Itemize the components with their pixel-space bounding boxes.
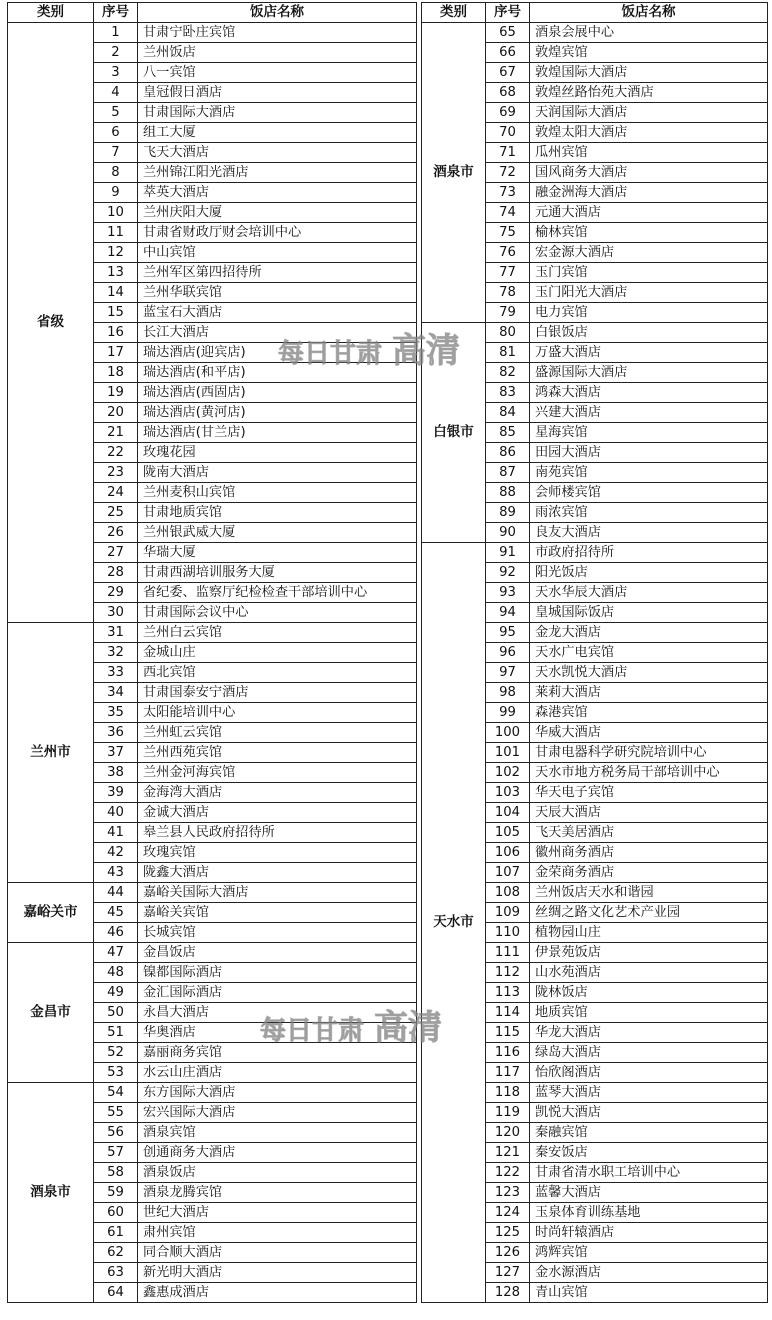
hotel-name-cell: 萃英大酒店 bbox=[138, 183, 417, 203]
hotel-name-cell: 植物园山庄 bbox=[530, 923, 768, 943]
hotel-name-cell: 瑞达酒店(黄河店) bbox=[138, 403, 417, 423]
watermark-text-2: 高清 bbox=[374, 1008, 443, 1048]
index-cell: 114 bbox=[486, 1003, 530, 1023]
hotel-name-cell: 玫瑰宾馆 bbox=[138, 843, 417, 863]
index-cell: 104 bbox=[486, 803, 530, 823]
hotel-name-cell: 飞天大酒店 bbox=[138, 143, 417, 163]
hotel-name-cell: 创通商务大酒店 bbox=[138, 1143, 417, 1163]
index-cell: 53 bbox=[94, 1063, 138, 1083]
hotel-name-cell: 嘉丽商务宾馆 bbox=[138, 1043, 417, 1063]
index-cell: 113 bbox=[486, 983, 530, 1003]
table-row bbox=[422, 323, 768, 343]
hotel-name-cell: 地质宾馆 bbox=[530, 1003, 768, 1023]
index-cell: 119 bbox=[486, 1103, 530, 1123]
index-cell: 32 bbox=[94, 643, 138, 663]
index-cell: 80 bbox=[486, 323, 530, 343]
index-cell: 40 bbox=[94, 803, 138, 823]
hotel-name-cell: 宏兴国际大酒店 bbox=[138, 1103, 417, 1123]
index-cell: 13 bbox=[94, 263, 138, 283]
index-cell: 127 bbox=[486, 1263, 530, 1283]
index-cell: 19 bbox=[94, 383, 138, 403]
hotel-name-cell: 鸿辉宾馆 bbox=[530, 1243, 768, 1263]
index-cell: 99 bbox=[486, 703, 530, 723]
hotel-name-cell: 同合顺大酒店 bbox=[138, 1243, 417, 1263]
table-row bbox=[8, 23, 417, 43]
hotel-name-cell: 金昌饭店 bbox=[138, 943, 417, 963]
hotel-name-cell: 莱莉大酒店 bbox=[530, 683, 768, 703]
hotel-name-cell: 中山宾馆 bbox=[138, 243, 417, 263]
index-cell: 111 bbox=[486, 943, 530, 963]
index-cell: 31 bbox=[94, 623, 138, 643]
index-cell: 28 bbox=[94, 563, 138, 583]
table-row bbox=[422, 23, 768, 43]
index-cell: 26 bbox=[94, 523, 138, 543]
category-cell: 嘉峪关市 bbox=[8, 883, 94, 943]
hotel-name-cell: 森港宾馆 bbox=[530, 703, 768, 723]
index-cell: 58 bbox=[94, 1163, 138, 1183]
category-cell: 金昌市 bbox=[8, 943, 94, 1083]
hotel-name-cell: 会师楼宾馆 bbox=[530, 483, 768, 503]
index-cell: 121 bbox=[486, 1143, 530, 1163]
hotel-name-cell: 新光明大酒店 bbox=[138, 1263, 417, 1283]
index-cell: 78 bbox=[486, 283, 530, 303]
index-cell: 12 bbox=[94, 243, 138, 263]
header-category: 类别 bbox=[422, 3, 486, 23]
index-cell: 105 bbox=[486, 823, 530, 843]
index-cell: 27 bbox=[94, 543, 138, 563]
index-cell: 106 bbox=[486, 843, 530, 863]
index-cell: 66 bbox=[486, 43, 530, 63]
index-cell: 37 bbox=[94, 743, 138, 763]
hotel-name-cell: 南苑宾馆 bbox=[530, 463, 768, 483]
index-cell: 125 bbox=[486, 1223, 530, 1243]
table-header-row bbox=[8, 3, 417, 23]
index-cell: 8 bbox=[94, 163, 138, 183]
hotel-name-cell: 镍都国际酒店 bbox=[138, 963, 417, 983]
hotel-name-cell: 金荣商务酒店 bbox=[530, 863, 768, 883]
hotel-name-cell: 皇城国际饭店 bbox=[530, 603, 768, 623]
hotel-name-cell: 敦煌丝路怡苑大酒店 bbox=[530, 83, 768, 103]
hotel-table-left bbox=[7, 2, 417, 1303]
table-header-row bbox=[422, 3, 768, 23]
index-cell: 128 bbox=[486, 1283, 530, 1303]
index-cell: 72 bbox=[486, 163, 530, 183]
index-cell: 95 bbox=[486, 623, 530, 643]
hotel-name-cell: 华威大酒店 bbox=[530, 723, 768, 743]
index-cell: 118 bbox=[486, 1083, 530, 1103]
hotel-name-cell: 酒泉龙腾宾馆 bbox=[138, 1183, 417, 1203]
hotel-name-cell: 兴建大酒店 bbox=[530, 403, 768, 423]
index-cell: 44 bbox=[94, 883, 138, 903]
hotel-name-cell: 肃州宾馆 bbox=[138, 1223, 417, 1243]
index-cell: 62 bbox=[94, 1243, 138, 1263]
index-cell: 84 bbox=[486, 403, 530, 423]
category-cell: 省级 bbox=[8, 23, 94, 623]
index-cell: 70 bbox=[486, 123, 530, 143]
index-cell: 46 bbox=[94, 923, 138, 943]
index-cell: 51 bbox=[94, 1023, 138, 1043]
hotel-name-cell: 金龙大酒店 bbox=[530, 623, 768, 643]
index-cell: 2 bbox=[94, 43, 138, 63]
hotel-name-cell: 秦安饭店 bbox=[530, 1143, 768, 1163]
hotel-name-cell: 宏金源大酒店 bbox=[530, 243, 768, 263]
hotel-name-cell: 兰州饭店 bbox=[138, 43, 417, 63]
hotel-name-cell: 金城山庄 bbox=[138, 643, 417, 663]
hotel-name-cell: 皇冠假日酒店 bbox=[138, 83, 417, 103]
hotel-name-cell: 世纪大酒店 bbox=[138, 1203, 417, 1223]
hotel-name-cell: 盛源国际大酒店 bbox=[530, 363, 768, 383]
index-cell: 91 bbox=[486, 543, 530, 563]
hotel-name-cell: 阳光饭店 bbox=[530, 563, 768, 583]
index-cell: 43 bbox=[94, 863, 138, 883]
hotel-name-cell: 兰州华联宾馆 bbox=[138, 283, 417, 303]
hotel-name-cell: 雨浓宾馆 bbox=[530, 503, 768, 523]
hotel-name-cell: 长城宾馆 bbox=[138, 923, 417, 943]
index-cell: 82 bbox=[486, 363, 530, 383]
hotel-name-cell: 市政府招待所 bbox=[530, 543, 768, 563]
index-cell: 88 bbox=[486, 483, 530, 503]
hotel-name-cell: 甘肃国际大酒店 bbox=[138, 103, 417, 123]
index-cell: 64 bbox=[94, 1283, 138, 1303]
hotel-name-cell: 白银饭店 bbox=[530, 323, 768, 343]
hotel-table-right-body bbox=[422, 23, 768, 1303]
index-cell: 3 bbox=[94, 63, 138, 83]
hotel-name-cell: 绿岛大酒店 bbox=[530, 1043, 768, 1063]
hotel-name-cell: 兰州西苑宾馆 bbox=[138, 743, 417, 763]
hotel-name-cell: 兰州庆阳大厦 bbox=[138, 203, 417, 223]
hotel-name-cell: 天水凯悦大酒店 bbox=[530, 663, 768, 683]
hotel-name-cell: 酒泉宾馆 bbox=[138, 1123, 417, 1143]
index-cell: 90 bbox=[486, 523, 530, 543]
hotel-name-cell: 兰州军区第四招待所 bbox=[138, 263, 417, 283]
hotel-name-cell: 省纪委、监察厅纪检检查干部培训中心 bbox=[138, 583, 417, 603]
hotel-name-cell: 伊景苑饭店 bbox=[530, 943, 768, 963]
index-cell: 14 bbox=[94, 283, 138, 303]
index-cell: 7 bbox=[94, 143, 138, 163]
table-row bbox=[8, 623, 417, 643]
hotel-name-cell: 金海湾大酒店 bbox=[138, 783, 417, 803]
index-cell: 49 bbox=[94, 983, 138, 1003]
index-cell: 101 bbox=[486, 743, 530, 763]
index-cell: 75 bbox=[486, 223, 530, 243]
index-cell: 10 bbox=[94, 203, 138, 223]
table-row bbox=[8, 1083, 417, 1103]
hotel-name-cell: 玉泉体育训练基地 bbox=[530, 1203, 768, 1223]
index-cell: 76 bbox=[486, 243, 530, 263]
hotel-name-cell: 嘉峪关国际大酒店 bbox=[138, 883, 417, 903]
index-cell: 29 bbox=[94, 583, 138, 603]
hotel-name-cell: 瑞达酒店(迎宾店) bbox=[138, 343, 417, 363]
index-cell: 45 bbox=[94, 903, 138, 923]
header-hotel-name: 饭店名称 bbox=[138, 3, 417, 23]
hotel-name-cell: 西北宾馆 bbox=[138, 663, 417, 683]
index-cell: 47 bbox=[94, 943, 138, 963]
header-index: 序号 bbox=[94, 3, 138, 23]
hotel-name-cell: 兰州金河海宾馆 bbox=[138, 763, 417, 783]
hotel-name-cell: 陇南大酒店 bbox=[138, 463, 417, 483]
index-cell: 100 bbox=[486, 723, 530, 743]
index-cell: 108 bbox=[486, 883, 530, 903]
index-cell: 124 bbox=[486, 1203, 530, 1223]
hotel-name-cell: 兰州白云宾馆 bbox=[138, 623, 417, 643]
hotel-name-cell: 甘肃国际会议中心 bbox=[138, 603, 417, 623]
hotel-name-cell: 玉门阳光大酒店 bbox=[530, 283, 768, 303]
hotel-name-cell: 甘肃省财政厅财会培训中心 bbox=[138, 223, 417, 243]
table-row bbox=[8, 883, 417, 903]
index-cell: 1 bbox=[94, 23, 138, 43]
hotel-name-cell: 山水苑酒店 bbox=[530, 963, 768, 983]
index-cell: 30 bbox=[94, 603, 138, 623]
hotel-name-cell: 时尚轩辕酒店 bbox=[530, 1223, 768, 1243]
index-cell: 116 bbox=[486, 1043, 530, 1063]
hotel-name-cell: 兰州锦江阳光酒店 bbox=[138, 163, 417, 183]
hotel-name-cell: 水云山庄酒店 bbox=[138, 1063, 417, 1083]
index-cell: 112 bbox=[486, 963, 530, 983]
category-cell: 白银市 bbox=[422, 323, 486, 543]
table-row bbox=[422, 543, 768, 563]
index-cell: 77 bbox=[486, 263, 530, 283]
hotel-name-cell: 嘉峪关宾馆 bbox=[138, 903, 417, 923]
index-cell: 68 bbox=[486, 83, 530, 103]
hotel-name-cell: 酒泉饭店 bbox=[138, 1163, 417, 1183]
hotel-name-cell: 星海宾馆 bbox=[530, 423, 768, 443]
index-cell: 69 bbox=[486, 103, 530, 123]
hotel-name-cell: 敦煌国际大酒店 bbox=[530, 63, 768, 83]
index-cell: 73 bbox=[486, 183, 530, 203]
hotel-name-cell: 蓝馨大酒店 bbox=[530, 1183, 768, 1203]
hotel-name-cell: 甘肃省清水职工培训中心 bbox=[530, 1163, 768, 1183]
hotel-name-cell: 瑞达酒店(和平店) bbox=[138, 363, 417, 383]
category-cell: 天水市 bbox=[422, 543, 486, 1303]
index-cell: 86 bbox=[486, 443, 530, 463]
hotel-name-cell: 凯悦大酒店 bbox=[530, 1103, 768, 1123]
index-cell: 74 bbox=[486, 203, 530, 223]
hotel-name-cell: 天水华辰大酒店 bbox=[530, 583, 768, 603]
index-cell: 16 bbox=[94, 323, 138, 343]
index-cell: 11 bbox=[94, 223, 138, 243]
index-cell: 52 bbox=[94, 1043, 138, 1063]
hotel-name-cell: 陇鑫大酒店 bbox=[138, 863, 417, 883]
hotel-name-cell: 陇林饭店 bbox=[530, 983, 768, 1003]
hotel-name-cell: 鸿森大酒店 bbox=[530, 383, 768, 403]
index-cell: 115 bbox=[486, 1023, 530, 1043]
watermark-text-2: 高清 bbox=[392, 331, 461, 371]
index-cell: 15 bbox=[94, 303, 138, 323]
index-cell: 122 bbox=[486, 1163, 530, 1183]
index-cell: 5 bbox=[94, 103, 138, 123]
index-cell: 96 bbox=[486, 643, 530, 663]
index-cell: 92 bbox=[486, 563, 530, 583]
hotel-name-cell: 金诚大酒店 bbox=[138, 803, 417, 823]
index-cell: 93 bbox=[486, 583, 530, 603]
watermark-text: 每日甘肃 bbox=[278, 339, 383, 369]
index-cell: 33 bbox=[94, 663, 138, 683]
hotel-name-cell: 玫瑰花园 bbox=[138, 443, 417, 463]
hotel-name-cell: 华龙大酒店 bbox=[530, 1023, 768, 1043]
category-cell: 酒泉市 bbox=[8, 1083, 94, 1303]
hotel-name-cell: 长江大酒店 bbox=[138, 323, 417, 343]
index-cell: 67 bbox=[486, 63, 530, 83]
index-cell: 36 bbox=[94, 723, 138, 743]
index-cell: 54 bbox=[94, 1083, 138, 1103]
hotel-name-cell: 甘肃宁卧庄宾馆 bbox=[138, 23, 417, 43]
hotel-name-cell: 蓝宝石大酒店 bbox=[138, 303, 417, 323]
index-cell: 18 bbox=[94, 363, 138, 383]
header-hotel-name: 饭店名称 bbox=[530, 3, 768, 23]
index-cell: 97 bbox=[486, 663, 530, 683]
index-cell: 71 bbox=[486, 143, 530, 163]
hotel-name-cell: 敦煌太阳大酒店 bbox=[530, 123, 768, 143]
index-cell: 81 bbox=[486, 343, 530, 363]
hotel-name-cell: 国风商务大酒店 bbox=[530, 163, 768, 183]
hotel-table-left-body bbox=[8, 23, 417, 1303]
hotel-name-cell: 敦煌宾馆 bbox=[530, 43, 768, 63]
index-cell: 60 bbox=[94, 1203, 138, 1223]
category-cell: 兰州市 bbox=[8, 623, 94, 883]
index-cell: 24 bbox=[94, 483, 138, 503]
hotel-name-cell: 徽州商务酒店 bbox=[530, 843, 768, 863]
hotel-name-cell: 玉门宾馆 bbox=[530, 263, 768, 283]
index-cell: 126 bbox=[486, 1243, 530, 1263]
hotel-name-cell: 怡欣阁酒店 bbox=[530, 1063, 768, 1083]
index-cell: 9 bbox=[94, 183, 138, 203]
hotel-table-right bbox=[421, 2, 768, 1303]
hotel-name-cell: 八一宾馆 bbox=[138, 63, 417, 83]
index-cell: 117 bbox=[486, 1063, 530, 1083]
table-row bbox=[8, 943, 417, 963]
index-cell: 42 bbox=[94, 843, 138, 863]
hotel-name-cell: 皋兰县人民政府招待所 bbox=[138, 823, 417, 843]
hotel-name-cell: 华瑞大厦 bbox=[138, 543, 417, 563]
index-cell: 48 bbox=[94, 963, 138, 983]
index-cell: 61 bbox=[94, 1223, 138, 1243]
index-cell: 59 bbox=[94, 1183, 138, 1203]
hotel-name-cell: 天水广电宾馆 bbox=[530, 643, 768, 663]
hotel-name-cell: 蓝琴大酒店 bbox=[530, 1083, 768, 1103]
hotel-name-cell: 瑞达酒店(西固店) bbox=[138, 383, 417, 403]
hotel-name-cell: 组工大厦 bbox=[138, 123, 417, 143]
hotel-name-cell: 甘肃西湖培训服务大厦 bbox=[138, 563, 417, 583]
index-cell: 65 bbox=[486, 23, 530, 43]
index-cell: 110 bbox=[486, 923, 530, 943]
hotel-name-cell: 电力宾馆 bbox=[530, 303, 768, 323]
index-cell: 35 bbox=[94, 703, 138, 723]
hotel-name-cell: 兰州虹云宾馆 bbox=[138, 723, 417, 743]
hotel-name-cell: 瓜州宾馆 bbox=[530, 143, 768, 163]
hotel-name-cell: 天水市地方税务局干部培训中心 bbox=[530, 763, 768, 783]
index-cell: 34 bbox=[94, 683, 138, 703]
hotel-name-cell: 融金洲海大酒店 bbox=[530, 183, 768, 203]
hotel-name-cell: 兰州麦积山宾馆 bbox=[138, 483, 417, 503]
hotel-name-cell: 永昌大酒店 bbox=[138, 1003, 417, 1023]
hotel-name-cell: 秦融宾馆 bbox=[530, 1123, 768, 1143]
index-cell: 50 bbox=[94, 1003, 138, 1023]
hotel-name-cell: 天辰大酒店 bbox=[530, 803, 768, 823]
index-cell: 79 bbox=[486, 303, 530, 323]
hotel-name-cell: 甘肃地质宾馆 bbox=[138, 503, 417, 523]
hotel-name-cell: 甘肃电器科学研究院培训中心 bbox=[530, 743, 768, 763]
index-cell: 21 bbox=[94, 423, 138, 443]
hotel-name-cell: 田园大酒店 bbox=[530, 443, 768, 463]
index-cell: 23 bbox=[94, 463, 138, 483]
index-cell: 102 bbox=[486, 763, 530, 783]
index-cell: 25 bbox=[94, 503, 138, 523]
index-cell: 87 bbox=[486, 463, 530, 483]
hotel-name-cell: 元通大酒店 bbox=[530, 203, 768, 223]
hotel-name-cell: 鑫惠成酒店 bbox=[138, 1283, 417, 1303]
index-cell: 120 bbox=[486, 1123, 530, 1143]
hotel-name-cell: 丝绸之路文化艺术产业园 bbox=[530, 903, 768, 923]
hotel-name-cell: 兰州银武威大厦 bbox=[138, 523, 417, 543]
hotel-name-cell: 榆林宾馆 bbox=[530, 223, 768, 243]
header-category: 类别 bbox=[8, 3, 94, 23]
index-cell: 98 bbox=[486, 683, 530, 703]
hotel-name-cell: 天润国际大酒店 bbox=[530, 103, 768, 123]
hotel-name-cell: 东方国际大酒店 bbox=[138, 1083, 417, 1103]
index-cell: 94 bbox=[486, 603, 530, 623]
hotel-name-cell: 酒泉会展中心 bbox=[530, 23, 768, 43]
index-cell: 6 bbox=[94, 123, 138, 143]
hotel-name-cell: 瑞达酒店(甘兰店) bbox=[138, 423, 417, 443]
index-cell: 63 bbox=[94, 1263, 138, 1283]
index-cell: 85 bbox=[486, 423, 530, 443]
index-cell: 56 bbox=[94, 1123, 138, 1143]
index-cell: 123 bbox=[486, 1183, 530, 1203]
header-index: 序号 bbox=[486, 3, 530, 23]
watermark-text: 每日甘肃 bbox=[260, 1016, 365, 1046]
hotel-name-cell: 万盛大酒店 bbox=[530, 343, 768, 363]
category-cell: 酒泉市 bbox=[422, 23, 486, 323]
hotel-name-cell: 金水源酒店 bbox=[530, 1263, 768, 1283]
index-cell: 55 bbox=[94, 1103, 138, 1123]
index-cell: 57 bbox=[94, 1143, 138, 1163]
index-cell: 20 bbox=[94, 403, 138, 423]
hotel-name-cell: 青山宾馆 bbox=[530, 1283, 768, 1303]
index-cell: 103 bbox=[486, 783, 530, 803]
index-cell: 38 bbox=[94, 763, 138, 783]
index-cell: 83 bbox=[486, 383, 530, 403]
hotel-name-cell: 兰州饭店天水和谐园 bbox=[530, 883, 768, 903]
index-cell: 17 bbox=[94, 343, 138, 363]
index-cell: 89 bbox=[486, 503, 530, 523]
index-cell: 22 bbox=[94, 443, 138, 463]
index-cell: 39 bbox=[94, 783, 138, 803]
hotel-name-cell: 华天电子宾馆 bbox=[530, 783, 768, 803]
hotel-name-cell: 太阳能培训中心 bbox=[138, 703, 417, 723]
index-cell: 41 bbox=[94, 823, 138, 843]
hotel-name-cell: 良友大酒店 bbox=[530, 523, 768, 543]
hotel-name-cell: 华奥酒店 bbox=[138, 1023, 417, 1043]
index-cell: 109 bbox=[486, 903, 530, 923]
index-cell: 4 bbox=[94, 83, 138, 103]
hotel-name-cell: 甘肃国泰安宁酒店 bbox=[138, 683, 417, 703]
hotel-name-cell: 飞天美居酒店 bbox=[530, 823, 768, 843]
index-cell: 107 bbox=[486, 863, 530, 883]
hotel-name-cell: 金汇国际酒店 bbox=[138, 983, 417, 1003]
